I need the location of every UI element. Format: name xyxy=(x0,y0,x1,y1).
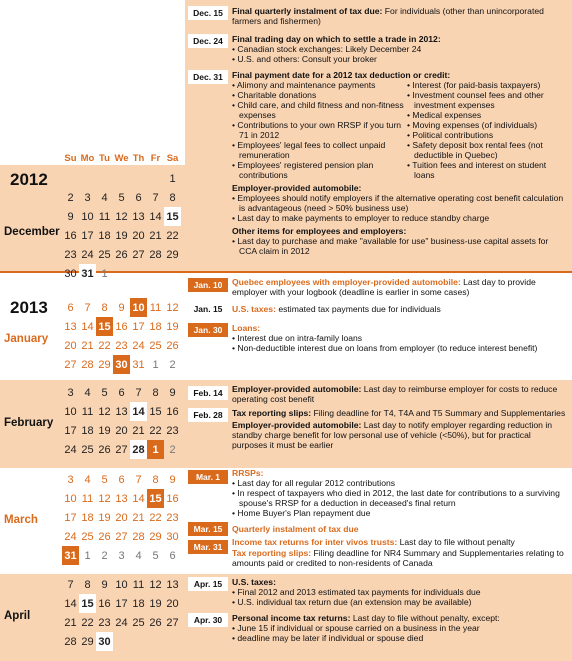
date-tag-apr30: Apr. 30 xyxy=(188,613,228,627)
calendar-day: 7 xyxy=(152,191,159,204)
calendar-day: 17 xyxy=(64,511,77,524)
entry-heading: Employer-provided automobile: xyxy=(232,384,362,394)
entry-text: Last day to file without penalty, except: xyxy=(350,613,500,623)
calendar-day: 15 xyxy=(79,594,96,613)
entry-text: For individuals (other than unincorporated farmers and fishermen) xyxy=(232,6,544,26)
calendar-day: 12 xyxy=(166,301,179,314)
calendar-day: 3 xyxy=(67,473,74,486)
entry-mar1 xyxy=(232,468,568,518)
calendar-day: 26 xyxy=(115,248,128,261)
calendar-day: 14 xyxy=(64,597,77,610)
calendar-day: 26 xyxy=(98,530,111,543)
calendar-day: 27 xyxy=(115,530,128,543)
month-label-february: February xyxy=(4,417,54,429)
calendar-day: 6 xyxy=(118,386,125,399)
calendar-day: 10 xyxy=(81,210,94,223)
date-tag-feb28: Feb. 28 xyxy=(188,408,228,422)
calendar-day: 25 xyxy=(81,530,94,543)
calendar-day: 13 xyxy=(64,320,77,333)
band-december-top-left xyxy=(0,0,185,165)
calendar-day: 1 xyxy=(152,358,159,371)
entry-heading: RRSPs: xyxy=(232,468,264,478)
calendar-day: 1 xyxy=(169,172,176,185)
date-tag-dec15: Dec. 15 xyxy=(188,6,228,20)
calendar-day: 4 xyxy=(101,191,108,204)
weekday-label: Fr xyxy=(150,153,161,164)
list-item: • Contributions to your own RRSP if you turn 71 in 2012 xyxy=(232,120,407,140)
calendar-day xyxy=(62,169,79,188)
date-tag-feb14: Feb. 14 xyxy=(188,386,228,400)
calendar-day: 9 xyxy=(118,301,125,314)
month-label-april: April xyxy=(4,610,31,622)
calendar-grid-january xyxy=(62,298,181,374)
calendar-day: 6 xyxy=(67,301,74,314)
calendar-day: 17 xyxy=(132,320,145,333)
calendar-day: 24 xyxy=(64,530,77,543)
list-item: • Last day for all regular 2012 contributions xyxy=(232,478,568,488)
entry-feb28 xyxy=(232,408,568,450)
calendar-day: 18 xyxy=(81,424,94,437)
calendar-day: 6 xyxy=(169,549,176,562)
calendar-day: 26 xyxy=(166,339,179,352)
calendar-day: 23 xyxy=(115,339,128,352)
calendar-day: 21 xyxy=(149,229,162,242)
calendar-day: 29 xyxy=(81,635,94,648)
year-2012-label: 2012 xyxy=(10,170,48,189)
calendar-day: 30 xyxy=(96,632,113,651)
list-item: • Home Buyer's Plan repayment due xyxy=(232,508,568,518)
calendar-day: 1 xyxy=(84,549,91,562)
entry-dec15 xyxy=(232,6,568,26)
calendar-day: 16 xyxy=(115,320,128,333)
calendar-day: 29 xyxy=(149,530,162,543)
calendar-day: 28 xyxy=(130,440,147,459)
entry-jan10 xyxy=(232,277,568,297)
calendar-day: 9 xyxy=(169,473,176,486)
entry-heading: Loans: xyxy=(232,323,261,333)
calendar-day: 22 xyxy=(149,424,162,437)
list-item: • Medical expenses xyxy=(407,110,568,120)
calendar-day: 10 xyxy=(115,578,128,591)
calendar-day: 15 xyxy=(164,207,181,226)
entry-text: Last day to notify employer regarding reduction in standby charge benefit for low personal use of vehicle (<50%), but for practical purposes it must be earlier xyxy=(232,420,553,450)
calendar-day: 25 xyxy=(81,443,94,456)
calendar-day: 5 xyxy=(101,473,108,486)
calendar-day: 24 xyxy=(115,616,128,629)
entry-apr15 xyxy=(232,577,568,607)
calendar-day: 12 xyxy=(98,492,111,505)
list-item: • Tuition fees and interest on student loans xyxy=(407,160,568,180)
calendar-day: 19 xyxy=(115,229,128,242)
entry-mar31 xyxy=(232,537,568,568)
calendar-day xyxy=(113,169,130,188)
calendar-day: 27 xyxy=(64,358,77,371)
calendar-day: 2 xyxy=(67,191,74,204)
calendar-day: 26 xyxy=(149,616,162,629)
calendar-day: 1 xyxy=(147,440,164,459)
calendar-day: 4 xyxy=(135,549,142,562)
calendar-day: 17 xyxy=(64,424,77,437)
calendar-day: 28 xyxy=(64,635,77,648)
calendar-day: 24 xyxy=(64,443,77,456)
date-tag-mar15: Mar. 15 xyxy=(188,522,228,536)
calendar-day: 2 xyxy=(169,358,176,371)
calendar-day xyxy=(164,264,181,283)
date-tag-jan15: Jan. 15 xyxy=(188,302,228,316)
list-item: • Alimony and maintenance payments xyxy=(232,80,407,90)
calendar-day: 6 xyxy=(135,191,142,204)
calendar-day: 18 xyxy=(81,511,94,524)
calendar-day xyxy=(147,264,164,283)
calendar-day: 23 xyxy=(166,511,179,524)
calendar-day: 15 xyxy=(149,405,162,418)
list-item: • Employees' legal fees to collect unpaid remuneration xyxy=(232,140,407,160)
entry-heading: Final quarterly instalment of tax due: xyxy=(232,6,383,16)
list-item: • Interest (for paid-basis taxpayers) xyxy=(407,80,568,90)
weekday-label: Th xyxy=(132,153,145,164)
calendar-day: 28 xyxy=(132,530,145,543)
list-item: • Canadian stock exchanges: Likely December 24 xyxy=(232,44,568,54)
calendar-day: 14 xyxy=(81,320,94,333)
calendar-day: 9 xyxy=(101,578,108,591)
calendar-day: 8 xyxy=(84,578,91,591)
list-item: • Investment counsel fees and other investment expenses xyxy=(407,90,568,110)
list-item: • Interest due on intra-family loans xyxy=(232,333,568,343)
list-item: • Final 2012 and 2013 estimated tax payments for individuals due xyxy=(232,587,568,597)
calendar-day: 19 xyxy=(166,320,179,333)
calendar-day: 8 xyxy=(152,386,159,399)
calendar-day: 23 xyxy=(166,424,179,437)
calendar-day: 22 xyxy=(81,616,94,629)
calendar-day: 4 xyxy=(84,386,91,399)
calendar-day: 9 xyxy=(169,386,176,399)
list-item: • In respect of taxpayers who died in 2012, the last date for contributions to a surviving spouse's RRSP for a deduction in deceased's final return xyxy=(232,488,568,508)
calendar-day: 24 xyxy=(132,339,145,352)
calendar-grid-february xyxy=(62,383,181,459)
weekday-label: Sa xyxy=(166,153,179,164)
month-label-march: March xyxy=(4,514,38,526)
calendar-day: 26 xyxy=(98,443,111,456)
calendar-day: 19 xyxy=(98,511,111,524)
calendar-day: 14 xyxy=(132,492,145,505)
calendar-day xyxy=(79,169,96,188)
entry-feb14 xyxy=(232,384,568,404)
calendar-day: 30 xyxy=(64,267,77,280)
calendar-day: 11 xyxy=(98,210,111,223)
calendar-grid-december xyxy=(62,169,181,283)
month-label-december: December xyxy=(4,226,60,238)
calendar-day: 7 xyxy=(84,301,91,314)
calendar-day: 18 xyxy=(149,320,162,333)
list-item: • Employees should notify employers if the alternative operating cost benefit calculation is advantageous (need > 50% business use) xyxy=(232,193,568,213)
entry-text: estimated tax payments due for individuals xyxy=(275,304,441,314)
date-tag-mar1: Mar. 1 xyxy=(188,470,228,484)
entry-heading: Tax reporting slips: xyxy=(232,548,312,558)
weekday-label: Su xyxy=(64,153,77,164)
calendar-day: 21 xyxy=(132,424,145,437)
list-item: • Charitable donations xyxy=(232,90,407,100)
calendar-day: 30 xyxy=(113,355,130,374)
calendar-grid-april xyxy=(62,575,181,651)
calendar-day: 16 xyxy=(64,229,77,242)
calendar-day: 16 xyxy=(166,405,179,418)
entry-heading: U.S. taxes: xyxy=(232,304,276,314)
calendar-day: 5 xyxy=(152,549,159,562)
calendar-day: 8 xyxy=(152,473,159,486)
calendar-day: 16 xyxy=(98,597,111,610)
calendar-day: 22 xyxy=(98,339,111,352)
list-item: • Employees' registered pension plan contributions xyxy=(232,160,407,180)
list-item: • U.S. and others: Consult your broker xyxy=(232,54,568,64)
entry-heading: Quebec employees with employer-provided automobile: xyxy=(232,277,461,287)
list-item: • Child care, and child fitness and non-fitness expenses xyxy=(232,100,407,120)
calendar-day: 12 xyxy=(149,578,162,591)
calendar-day xyxy=(96,169,113,188)
entry-heading: Employer-provided automobile: xyxy=(232,183,362,193)
calendar-day: 10 xyxy=(130,298,147,317)
weekday-label: Tu xyxy=(99,153,110,164)
calendar-day xyxy=(130,264,147,283)
calendar-day: 11 xyxy=(81,405,94,418)
date-tag-dec24: Dec. 24 xyxy=(188,34,228,48)
calendar-day: 21 xyxy=(64,616,77,629)
entry-dec31 xyxy=(232,70,568,256)
entry-text: Last day to reimburse employer for costs to reduce operating cost benefit xyxy=(232,384,558,404)
calendar-day: 10 xyxy=(64,405,77,418)
calendar-day: 13 xyxy=(166,578,179,591)
calendar-day: 12 xyxy=(115,210,128,223)
year-2013-label: 2013 xyxy=(10,298,48,317)
calendar-day: 2 xyxy=(101,549,108,562)
date-tag-apr15: Apr. 15 xyxy=(188,577,228,591)
calendar-day: 28 xyxy=(81,358,94,371)
calendar-day: 15 xyxy=(96,317,113,336)
calendar-day: 5 xyxy=(118,191,125,204)
calendar-day: 27 xyxy=(115,443,128,456)
calendar-day: 3 xyxy=(67,386,74,399)
calendar-day: 8 xyxy=(101,301,108,314)
calendar-day xyxy=(130,169,147,188)
calendar-day: 4 xyxy=(84,473,91,486)
calendar-day: 9 xyxy=(67,210,74,223)
calendar-day: 20 xyxy=(132,229,145,242)
calendar-day: 3 xyxy=(118,549,125,562)
calendar-day: 14 xyxy=(130,402,147,421)
calendar-day: 23 xyxy=(64,248,77,261)
calendar-day: 22 xyxy=(149,511,162,524)
entry-heading: U.S. taxes: xyxy=(232,577,276,587)
calendar-day: 19 xyxy=(149,597,162,610)
calendar-day: 25 xyxy=(132,616,145,629)
entry-dec24 xyxy=(232,34,568,64)
calendar-day: 10 xyxy=(64,492,77,505)
calendar-day: 29 xyxy=(166,248,179,261)
calendar-day xyxy=(164,632,181,651)
calendar-day: 11 xyxy=(149,301,162,314)
entry-heading: Employer-provided automobile: xyxy=(232,420,362,430)
entry-text: Filing deadline for NR4 Summary and Supplementaries relating to amounts paid or credited to non-residents of Canada xyxy=(232,548,564,568)
list-item: • Moving expenses (of individuals) xyxy=(407,120,568,130)
entry-heading: Quarterly instalment of tax due xyxy=(232,524,359,534)
calendar-day: 29 xyxy=(98,358,111,371)
calendar-day xyxy=(130,632,147,651)
entry-heading: Final payment date for a 2012 tax deduction or credit: xyxy=(232,70,451,80)
calendar-day: 27 xyxy=(132,248,145,261)
calendar-day: 27 xyxy=(166,616,179,629)
calendar-day: 17 xyxy=(81,229,94,242)
calendar-day: 13 xyxy=(115,405,128,418)
calendar-day: 1 xyxy=(101,267,108,280)
weekday-label: Mo xyxy=(80,153,95,164)
calendar-day: 21 xyxy=(132,511,145,524)
calendar-day: 7 xyxy=(135,473,142,486)
entry-heading: Personal income tax returns: xyxy=(232,613,351,623)
entry-apr30 xyxy=(232,613,568,643)
list-item: • Non-deductible interest due on loans from employer (to reduce interest benefit) xyxy=(232,343,568,353)
calendar-day: 25 xyxy=(149,339,162,352)
calendar-day: 12 xyxy=(98,405,111,418)
calendar-grid-march xyxy=(62,470,181,565)
month-label-january: January xyxy=(4,333,49,345)
list-item: • June 15 if individual or spouse carried on a business in the year xyxy=(232,623,568,633)
entry-jan30 xyxy=(232,323,568,353)
calendar-day: 5 xyxy=(101,386,108,399)
entry-text: Last day to provide employer with your logbook (deadline is earlier in some cases) xyxy=(232,277,536,297)
calendar-day xyxy=(147,632,164,651)
calendar-day: 15 xyxy=(147,489,164,508)
calendar-day: 13 xyxy=(132,210,145,223)
calendar-day: 6 xyxy=(118,473,125,486)
calendar-day: 8 xyxy=(169,191,176,204)
calendar-day: 11 xyxy=(132,578,145,591)
calendar-day: 18 xyxy=(98,229,111,242)
calendar-day: 28 xyxy=(149,248,162,261)
calendar-day: 7 xyxy=(67,578,74,591)
entry-heading: Tax reporting slips: xyxy=(232,408,312,418)
date-tag-mar31: Mar. 31 xyxy=(188,540,228,554)
date-tag-jan30: Jan. 30 xyxy=(188,323,228,337)
list-item: • Last day to purchase and make "available for use" business-use capital assets for CCA claim in 2012 xyxy=(232,236,568,256)
entry-heading: Income tax returns for inter vivos trusts: xyxy=(232,537,398,547)
calendar-day: 20 xyxy=(115,511,128,524)
calendar-day xyxy=(113,264,130,283)
calendar-day: 22 xyxy=(166,229,179,242)
weekday-header xyxy=(62,153,181,164)
entry-heading: Other items for employees and employers: xyxy=(232,226,407,236)
calendar-day: 31 xyxy=(132,358,145,371)
calendar-day: 19 xyxy=(98,424,111,437)
calendar-day: 16 xyxy=(166,492,179,505)
calendar-day: 11 xyxy=(81,492,94,505)
entry-heading: Final trading day on which to settle a trade in 2012: xyxy=(232,34,441,44)
calendar-day: 14 xyxy=(149,210,162,223)
calendar-day: 2 xyxy=(169,443,176,456)
calendar-day: 31 xyxy=(62,546,79,565)
calendar-day: 17 xyxy=(115,597,128,610)
entry-jan15 xyxy=(232,304,568,314)
calendar-day: 20 xyxy=(64,339,77,352)
calendar-day: 18 xyxy=(132,597,145,610)
date-tag-jan10: Jan. 10 xyxy=(188,278,228,292)
list-item: • Last day to make payments to employer to reduce standby charge xyxy=(232,213,568,223)
weekday-label: We xyxy=(114,153,129,164)
calendar-day: 13 xyxy=(115,492,128,505)
calendar-day: 25 xyxy=(98,248,111,261)
calendar-day: 20 xyxy=(166,597,179,610)
calendar-day: 7 xyxy=(135,386,142,399)
list-item: • deadline may be later if individual or spouse died xyxy=(232,633,568,643)
calendar-day xyxy=(113,632,130,651)
calendar-day: 31 xyxy=(79,264,96,283)
calendar-day xyxy=(147,169,164,188)
calendar-day: 23 xyxy=(98,616,111,629)
entry-text: Filing deadline for T4, T4A and T5 Summary and Supplementaries xyxy=(311,408,566,418)
entry-mar15 xyxy=(232,524,568,534)
date-tag-dec31: Dec. 31 xyxy=(188,70,228,84)
entry-text: Last day to file without penalty xyxy=(397,537,515,547)
calendar-day: 21 xyxy=(81,339,94,352)
calendar-day: 3 xyxy=(84,191,91,204)
list-item: • Political contributions xyxy=(407,130,568,140)
list-item: • U.S. individual tax return due (an extension may be available) xyxy=(232,597,568,607)
calendar-day: 30 xyxy=(166,530,179,543)
calendar-day: 24 xyxy=(81,248,94,261)
list-item: • Safety deposit box rental fees (not deductible in Quebec) xyxy=(407,140,568,160)
calendar-day: 20 xyxy=(115,424,128,437)
